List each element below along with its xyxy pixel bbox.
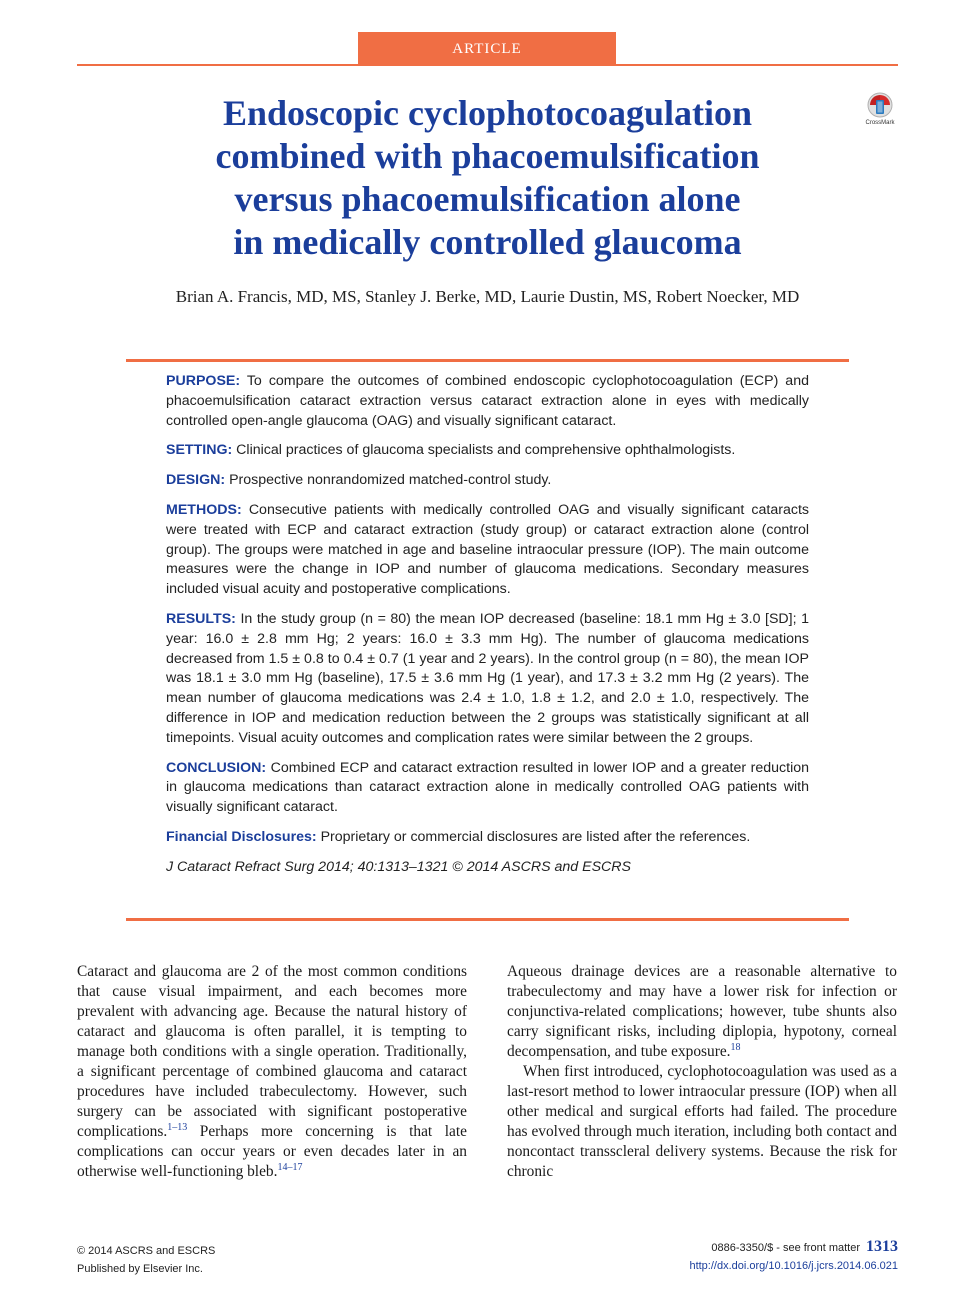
reference-link[interactable]: 14–17: [277, 1161, 303, 1173]
doi-link[interactable]: http://dx.doi.org/10.1016/j.jcrs.2014.06.021: [689, 1260, 898, 1272]
financial-label: Financial Disclosures:: [166, 828, 317, 845]
body-text: Perhaps more concerning is that late complications can occur years or even decades later in an otherwise well-functioning bleb.: [77, 1123, 467, 1180]
page-number: 1313: [866, 1238, 898, 1255]
header-rule: [77, 64, 898, 66]
methods-label: METHODS:: [166, 501, 242, 518]
abstract-setting: [166, 441, 809, 461]
issn-notice: 0886-3350/$ - see front matter: [711, 1242, 860, 1254]
conclusion-text: Combined ECP and cataract extraction resulted in lower IOP and a greater reduction in glaucoma medications than cataract extraction alone in medically controlled OAG patients with visually significant cataract.: [166, 759, 809, 816]
footer-right: [689, 1238, 898, 1275]
body-right-column: [507, 962, 897, 1182]
abstract-design: [166, 471, 809, 491]
abstract-top-rule: [126, 359, 849, 362]
article-type-tag: ARTICLE: [358, 32, 616, 66]
body-left-column: [77, 962, 467, 1182]
results-text: In the study group (n = 80) the mean IOP decreased (baseline: 18.1 mm Hg ± 3.0 [SD]; 1 year: 16.0 ± 2.8 mm Hg; 2 years: 16.0 ± 3.3 mm Hg). The number of glaucoma medications decreased from 1.5 ± 0.8 to 0.4 ± 0.7 (1 year and 2 years). In the control group (n = 80), the mean IOP was 18.1 ± 3.0 mm Hg (baseline), 17.5 ± 3.6 mm Hg (1 year), and 17.3 ± 3.2 mm Hg (2 years). The mean number of glaucoma medications was 2.4 ± 1.0, 1.8 ± 1.2, and 2.0 ± 1.0, respectively. The difference in IOP and medication reduction between the 2 groups was statistically significant at all timepoints. Visual acuity outcomes and complication rates were similar between the 2 groups.: [166, 610, 810, 746]
body-text: Aqueous drainage devices are a reasonable alternative to trabeculectomy and may have a lower risk for infection or conjunctiva-related complications; however, tube shunts also carry significant risks, including diplopia, hypotony, corneal decompensation, and tube exposure.: [507, 963, 897, 1060]
design-text: Prospective nonrandomized matched-control study.: [229, 472, 552, 489]
title-line: in medically controlled glaucoma: [233, 222, 742, 262]
design-label: DESIGN:: [166, 472, 226, 489]
abstract-methods: [166, 501, 809, 600]
purpose-label: PURPOSE:: [166, 373, 241, 389]
publisher-notice: Published by Elsevier Inc.: [77, 1263, 203, 1275]
body-paragraph: When first introduced, cyclophotocoagulation was used as a last-resort method to lower intraocular pressure (IOP) when all other medical and surgical efforts had failed. The procedure has evolved through much iteration, including both contact and noncontact transscleral delivery systems. Because the risk for chronic: [507, 1063, 897, 1180]
body-paragraph: [77, 962, 467, 1182]
abstract-purpose: [166, 372, 809, 431]
footer-left: [77, 1242, 215, 1278]
article-title: [130, 92, 845, 264]
reference-link[interactable]: 1–13: [167, 1121, 188, 1133]
methods-text: Consecutive patients with medically controlled OAG and visually significant cataracts were treated with ECP and cataract extraction (study group) or cataract extraction alone (control group). The groups were matched in age and baseline intraocular pressure (IOP). The main outcome measures were the change in IOP and number of glaucoma medications. Secondary measures included visual acuity and postoperative complications.: [166, 501, 809, 598]
results-label: RESULTS:: [166, 610, 236, 627]
body-paragraph: [507, 962, 897, 1062]
abstract-results: [166, 610, 809, 749]
crossmark-logo[interactable]: [862, 92, 898, 132]
financial-text: Proprietary or commercial disclosures are listed after the references.: [320, 828, 751, 845]
title-line: combined with phacoemulsification: [215, 136, 760, 176]
crossmark-label: CrossMark: [865, 120, 895, 126]
title-line: Endoscopic cyclophotocoagulation: [222, 93, 753, 133]
body-text: Cataract and glaucoma are 2 of the most common conditions that cause visual impairment, and each becomes more prevalent with advancing age. Because the natural history of cataract and glaucoma is often parallel, it is tempting to manage both conditions with a single operation. Traditionally, a significant percentage of combined glaucoma and cataract procedures have included trabeculectomy. However, such surgery can be associated with significant postoperative complications.: [77, 963, 467, 1140]
purpose-text: To compare the outcomes of combined endoscopic cyclophotocoagulation (ECP) and phacoemulsification cataract extraction versus cataract extraction alone in eyes with medically controlled open-angle glaucoma (OAG) and visually significant cataract.: [166, 373, 809, 429]
abstract-conclusion: [166, 759, 809, 818]
abstract: [166, 372, 809, 888]
conclusion-label: CONCLUSION:: [166, 759, 267, 776]
abstract-financial: [166, 828, 809, 848]
setting-text: Clinical practices of glaucoma specialists and comprehensive ophthalmologists.: [236, 442, 736, 459]
setting-label: SETTING:: [166, 442, 233, 459]
author-list: Brian A. Francis, MD, MS, Stanley J. Berke, MD, Laurie Dustin, MS, Robert Noecker, MD: [175, 287, 800, 306]
abstract-bottom-rule: [126, 918, 849, 921]
reference-link[interactable]: 18: [730, 1041, 741, 1053]
journal-citation: J Cataract Refract Surg 2014; 40:1313–1321 © 2014 ASCRS and ESCRS: [166, 858, 631, 875]
copyright-notice: © 2014 ASCRS and ESCRS: [77, 1245, 216, 1257]
crossmark-icon: [862, 92, 898, 120]
title-line: versus phacoemulsification alone: [234, 179, 741, 219]
